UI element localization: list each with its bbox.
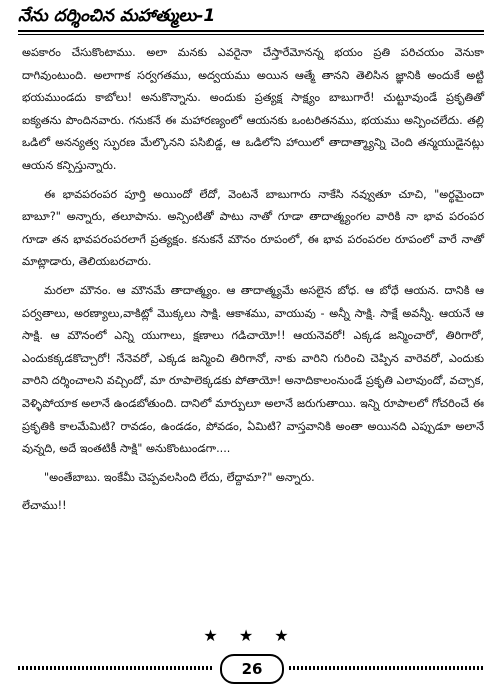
paragraph: మరలా మౌనం. ఆ మౌనమే తాదాత్మ్యం. ఆ తాదాత్మ్యమే అసలైన బోధ. ఆ బోధే ఆయన. దానికి ఆ పర్వతాలు, అరణ్యాలు,వాకిట్లో మొక్కలు సాక్షి. ఆకాశము, వాయువు - అన్నీ సాక్షి. సాక్షే అవన్నీ. ఆయనే ఆ సాక్షి. ఆ మౌనంలో ఎన్ని యుగాలు, క్షణాలు గడిచాయో!! ఆయనెవరో! ఎక్కడ జన్మించారో, తిరిగారో, ఎందుకక్కడకొచ్చారో! నేనెవరో, ఎక్కడ జన్మించి తిరిగానో, నాకు వారిని గురించి చెప్పిన వారెవరో, ఎందుకు వారిని దర్శించాలని వచ్చిందో, మా రూపాలెక్కడకు పోతాయో! అనాదికాలంనుండే ప్రకృతి ఎలావుందో, వచ్చాక, వెళ్ళిపోయాక అలానే ఉండబోతుంది. దానిలో మార్పులూ అలానే జరుగుతాయి. ఇన్ని రూపాలలో గోచరించే ఈ ప్రకృతికి కాలమేమిటి? రావడం, ఉండడం, పోవడం, ఏమిటి? వాస్తవానికి అంతా అయినది ఎప్పుడూ అలానే వున్నది, అదే ఇంతటికీ సాక్షి" అనుకొంటుండగా.... — [22, 283, 484, 456]
running-title: నేను దర్శించిన మహాత్ములు-1 — [18, 6, 216, 26]
paragraph: అపకారం చేసుకొంటాము. అలా మనకు ఎవరైనా చేస్తారేమోనన్న భయం ప్రతి పరిచయం వెనుకా దాగివుంటుంది. అలాగాక సర్వగతము, అద్వయము అయిన ఆత్మే తానని తెలిసిన జ్ఞానికి అందుకే అట్టి భయముండదు కాబోలు! అనుకొన్నాను. అందుకు ప్రత్యక్ష సాక్ష్యం బాబుగారే! చుట్టూవుండే ప్రకృతితో ఐక్యతను పొందినవారు. గనుకనే ఈ మహారణ్యంలో ఆయనకు ఒంటరితనము, భయము అన్పించలేదు. తల్లి ఒడిలో అనన్యత్వ స్ఫురణ మేల్కొనని పసిబిడ్డ, ఆ ఒడిలోని హాయిలో తాదాత్మ్యాన్ని చెంది తన్మయుడైనట్లు ఆయన కన్పిస్తున్నారు. — [22, 46, 484, 172]
paragraph: లేచాము!! — [22, 499, 67, 513]
header-rule-thin — [18, 34, 484, 35]
page-number: 26 — [220, 654, 284, 684]
footer-rule-left — [18, 666, 213, 670]
body-text — [22, 42, 484, 518]
page-header — [18, 4, 484, 34]
paragraph: "అంతేబాబు. ఇంకేమీ చెప్పవలసింది లేదు, లేద్దామా?" అన్నారు. — [44, 470, 315, 484]
header-rule-thick — [18, 30, 484, 32]
footer-rule-right — [289, 666, 484, 670]
page-footer — [18, 652, 484, 682]
section-separator-stars: ★ ★ ★ — [203, 626, 297, 645]
paragraph: ఈ భావపరంపర పూర్తి అయిందో లేదో, వెంటనే బాబుగారు నాకేసి నవ్వుతూ చూచి, "అర్థమైందా బాబూ?" అన్నారు, తలూపాను. అన్పింటితో పాటు నాతో గూడా తాదాత్మ్యంగల వారికి నా భావ పరంపర గూడా తన భావపరంపరలాగే ప్రత్యక్షం. కనుకనే మౌనం రూపంలో, ఈ భావ పరంపరల రూపంలో వారే నాతో మాట్లాడారు, తెలియబరచారు. — [22, 187, 484, 269]
